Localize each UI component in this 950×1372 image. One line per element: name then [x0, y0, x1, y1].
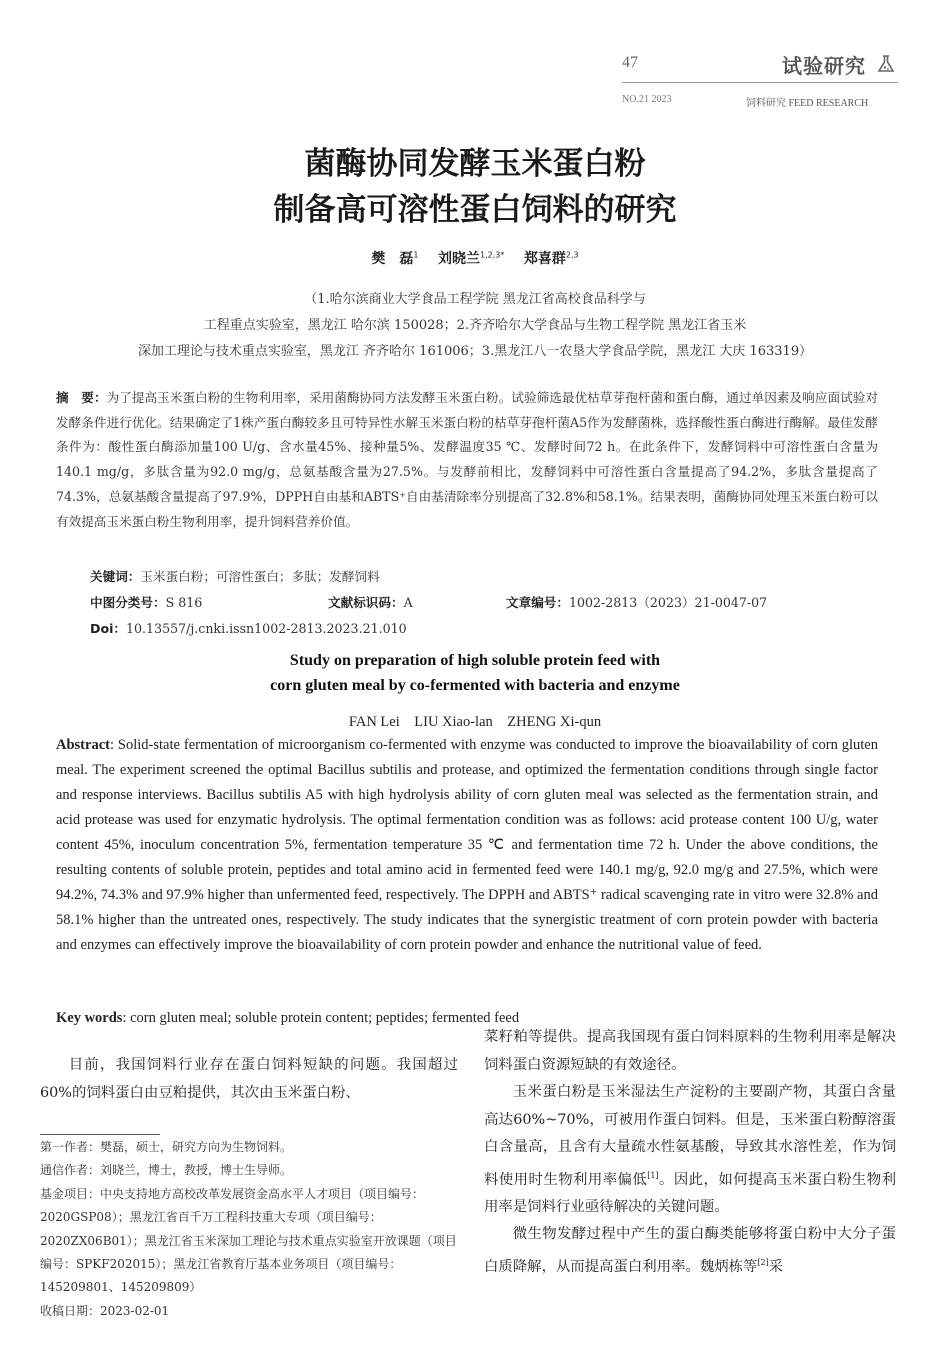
chinese-abstract — [56, 386, 878, 534]
keywords-label: 关键词： — [90, 569, 141, 584]
doi-label: Doi： — [90, 621, 127, 636]
paragraph-text: 微生物发酵过程中产生的蛋白酶类能够将蛋白粉中大分子蛋白质降解，从而提高蛋白利用率。魏炳栋等 — [484, 1226, 896, 1275]
keywords-text: : corn gluten meal; soluble protein content; peptides; fermented feed — [122, 1010, 520, 1026]
abstract-label: 摘 要： — [56, 390, 107, 405]
footnote-rule — [40, 1134, 160, 1135]
header-rule — [622, 82, 898, 83]
flask-icon — [876, 54, 896, 74]
author-list — [0, 248, 950, 268]
body-paragraph — [484, 1079, 896, 1221]
english-title-line-1: Study on preparation of high soluble protein feed with — [289, 652, 661, 669]
english-keywords — [56, 1010, 519, 1027]
issue-number: NO.21 2023 — [622, 94, 672, 105]
paragraph-text: 玉米蛋白粉是玉米湿法生产淀粉的主要副产物，其蛋白含量高达60%~70%，可被用作蛋白饲料。但是，玉米蛋白粉醇溶蛋白含量高，且含有大量疏水性氨基酸，导致其水溶性差，作为饲料使用时生物利用率偏低 — [484, 1084, 896, 1188]
clc-value: S 816 — [165, 595, 203, 610]
body-right-column — [484, 1024, 896, 1281]
doi-value[interactable]: 10.13557/j.cnki.issn1002-2813.2023.21.010 — [126, 621, 407, 636]
keywords-label: Key words — [56, 1010, 123, 1026]
footnotes — [40, 1136, 458, 1323]
author-affil-sup: 1,2,3* — [480, 250, 505, 260]
clc-number — [90, 592, 202, 611]
footnote-funding: 基金项目：中央支持地方高校改革发展资金高水平人才项目（项目编号：2020GSP08）；黑龙江省百千万工程科技重大专项（项目编号：2020ZX06B01）；黑龙江省玉米深加工理论与技术重点实验室开放课题（项目编号：SPKF202015）；黑龙江省教育厅基本业务项目（项目编号：145209801、145209809） — [40, 1186, 457, 1295]
affiliation-line: 工程重点实验室，黑龙江 哈尔滨 150028；2.齐齐哈尔大学食品与生物工程学院 黑龙江省玉米 — [203, 318, 747, 333]
body-paragraph — [484, 1221, 896, 1281]
author-affil-sup: 1 — [413, 250, 419, 260]
doc-code-value: A — [403, 595, 413, 610]
english-title-line-2: corn gluten meal by co-fermented with bacteria and enzyme — [270, 677, 680, 694]
paragraph-text: 采 — [768, 1258, 784, 1275]
chinese-keywords — [90, 566, 380, 585]
article-title-line-1: 菌酶协同发酵玉米蛋白粉 — [304, 146, 646, 182]
author-name: 樊 磊 — [371, 251, 414, 267]
footnote-received-date: 收稿日期：2023-02-01 — [40, 1303, 170, 1318]
article-number-label: 文章编号： — [506, 595, 569, 610]
abstract-text: : Solid-state fermentation of microorganism co-fermented with enzyme was conducted to improve the bioavailability of corn gluten meal. The experiment screened the optimal Bacillus subtilis and protease, and optimized the fermentation conditions through single factor and response interviews. Bacillus subtilis A5 with high hydrolysis ability of corn gluten meal was selected as the fermentation strain, and acid protease was used for enzymatic hydrolysis. The optimal fermentation condition was as follows: acid protease content 100 U/g, water content 45%, inoculum concentration 5%, fermentation temperature 35 ℃ and fermentation time 72 h. Under the above conditions, the resulting contents of soluble protein, peptides and total amino acid in fermented feed were 140.1 mg/g, 92.0 mg/g and 27.5%, which were 94.2%, 74.3% and 97.9% higher than unfermented feed, respectively. The DPPH and ABTS⁺ radical scavenging rate in vitro were 32.8% and 58.1% higher than the untreated ones, respectively. The study indicates that the synergistic treatment of corn protein powder with bacteria and enzymes can effectively improve the bioavailability of corn protein powder and enhance the nutritional value of feed. — [56, 737, 878, 953]
doi — [90, 618, 407, 637]
english-authors: FAN Lei LIU Xiao-lan ZHENG Xi-qun — [348, 714, 602, 730]
column-name: 试验研究 — [782, 54, 866, 78]
affiliation-line: 深加工理论与技术重点实验室，黑龙江 齐齐哈尔 161006；3.黑龙江八一农垦大学食品学院，黑龙江 大庆 163319） — [137, 344, 813, 359]
clc-label: 中图分类号： — [90, 595, 166, 610]
page-number: 47 — [622, 54, 638, 71]
affiliation-line: （1.哈尔滨商业大学食品工程学院 黑龙江省高校食品科学与 — [304, 292, 646, 307]
article-number-value: 1002-2813（2023）21-0047-07 — [568, 595, 768, 610]
body-paragraph: 目前，我国饲料行业存在蛋白饲料短缺的问题。我国超过60%的饲料蛋白由豆粕提供，其次由玉米蛋白粉、 — [40, 1057, 458, 1101]
paragraph-text: 。因此，如何提高玉米蛋白粉生物利用率是饲料行业亟待解决的关键问题。 — [484, 1171, 896, 1215]
author-name: 刘晓兰 — [438, 251, 480, 267]
body-paragraph: 菜籽粕等提供。提高我国现有蛋白饲料原料的生物利用率是解决饲料蛋白资源短缺的有效途径。 — [484, 1029, 896, 1073]
footnote-corresponding-author: 通信作者：刘晓兰，博士，教授，博士生导师。 — [40, 1163, 293, 1178]
abstract-label: Abstract — [56, 737, 110, 753]
abstract-text: 为了提高玉米蛋白粉的生物利用率，采用菌酶协同方法发酵玉米蛋白粉。试验筛选最优枯草芽孢杆菌和蛋白酶，通过单因素及响应面试验对发酵条件进行优化。结果确定了1株产蛋白酶较多且可特异性水解玉米蛋白粉的枯草芽孢杆菌A5作为发酵菌株，选择酸性蛋白酶进行酶解。最佳发酵条件为：酸性蛋白酶添加量100 U/g、含水量45%、接种量5%、发酵温度35 ℃、发酵时间72 h。在此条件下，发酵饲料中可溶性蛋白含量为140.1 mg/g，多肽含量为92.0 mg/g，总氨基酸含量为27.5%。与发酵前相比，发酵饲料中可溶性蛋白含量提高了94.2%，多肽含量提高了74.3%，总氨基酸含量提高了97.9%，DPPH自由基和ABTS⁺自由基清除率分别提高了32.8%和58.1%。结果表明，菌酶协同处理玉米蛋白粉可以有效提高玉米蛋白粉生物利用率，提升饲料营养价值。 — [56, 390, 879, 529]
english-abstract — [56, 733, 878, 958]
article-number — [506, 592, 767, 611]
document-code — [328, 592, 413, 611]
journal-name: 饲料研究 FEED RESEARCH — [746, 98, 869, 109]
author-affil-sup: 2,3 — [565, 250, 579, 260]
citation-ref[interactable]: [2] — [757, 1257, 769, 1267]
keywords-text: 玉米蛋白粉；可溶性蛋白；多肽；发酵饲料 — [140, 569, 380, 584]
citation-ref[interactable]: [1] — [647, 1170, 659, 1180]
article-title-line-2: 制备高可溶性蛋白饲料的研究 — [273, 192, 677, 228]
doc-code-label: 文献标识码： — [328, 595, 404, 610]
footnote-first-author: 第一作者：樊磊，硕士，研究方向为生物饲料。 — [40, 1140, 293, 1154]
author-name: 郑喜群 — [523, 251, 566, 267]
body-left-column — [40, 1052, 458, 1107]
